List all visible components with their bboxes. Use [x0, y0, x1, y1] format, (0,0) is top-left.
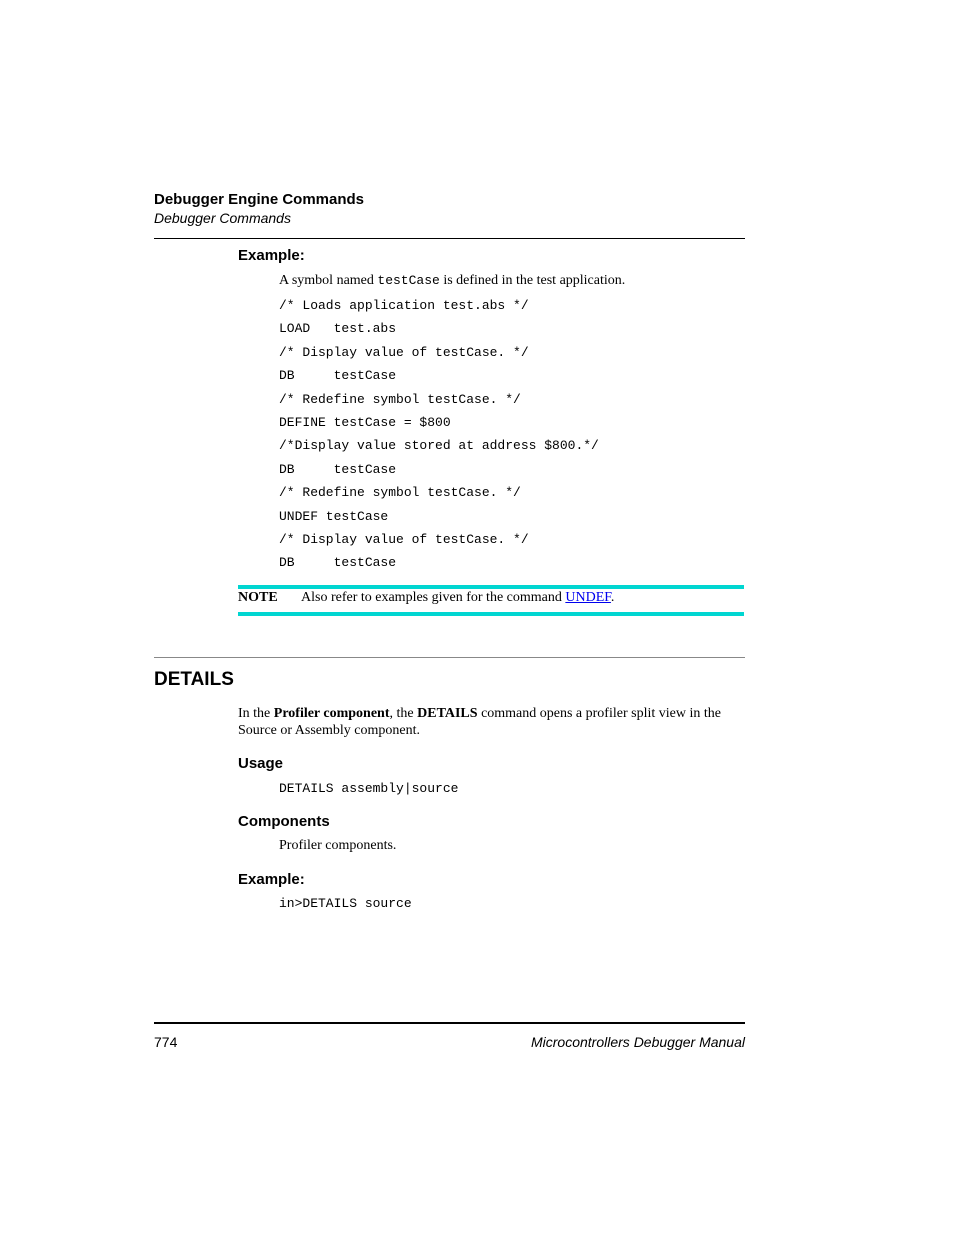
details-example-heading: Example: [238, 871, 305, 888]
details-desc-3: command opens a profiler split view in the Source or Assembly component. [238, 706, 721, 738]
example-intro-code: testCase [377, 273, 440, 288]
running-header-subtitle: Debugger Commands [154, 210, 291, 226]
code-line: DB testCase [279, 555, 397, 571]
code-line: /* Redefine symbol testCase. */ [279, 485, 521, 501]
example-heading: Example: [238, 247, 305, 264]
details-example-code: in>DETAILS source [279, 896, 412, 911]
code-line: /* Display value of testCase. */ [279, 344, 529, 360]
code-line: LOAD test.abs [279, 321, 397, 337]
code-line: DB testCase [279, 461, 397, 477]
header-rule [154, 238, 745, 239]
details-description [238, 705, 738, 739]
details-desc-2: , the [389, 706, 418, 721]
code-line: /* Display value of testCase. */ [279, 531, 529, 547]
code-line: DEFINE testCase = $800 [279, 414, 451, 430]
manual-title: Microcontrollers Debugger Manual [531, 1034, 745, 1050]
note-text-pre: Also refer to examples given for the command [301, 590, 566, 605]
note-label: NOTE [238, 590, 278, 605]
details-desc-bold-1: Profiler component [273, 706, 390, 721]
section-title: DETAILS [154, 669, 234, 690]
page-number: 774 [154, 1034, 178, 1050]
code-line: DB testCase [279, 368, 397, 384]
details-desc-bold-2: DETAILS [417, 706, 478, 721]
footer-rule [154, 1022, 745, 1024]
note-bottom-bar [238, 612, 744, 616]
note-text [301, 590, 614, 606]
note-text-post: . [610, 590, 615, 605]
note-top-bar [238, 585, 744, 589]
example-intro-pre: A symbol named [279, 273, 378, 288]
code-line: /*Display value stored at address $800.*/ [279, 438, 599, 454]
example-intro-post: is defined in the test application. [439, 273, 626, 288]
code-line: UNDEF testCase [279, 508, 389, 524]
details-desc-1: In the [238, 706, 274, 721]
usage-heading: Usage [238, 755, 284, 772]
components-text: Profiler components. [279, 838, 397, 853]
undef-link[interactable]: UNDEF [565, 590, 611, 605]
code-line: /* Loads application test.abs */ [279, 298, 529, 313]
running-header-title: Debugger Engine Commands [154, 191, 365, 208]
usage-code: DETAILS assembly|source [279, 781, 459, 796]
code-line: /* Redefine symbol testCase. */ [279, 391, 521, 407]
section-rule [154, 657, 745, 658]
components-heading: Components [238, 813, 330, 830]
example-code-block [279, 297, 599, 578]
example-intro [279, 273, 625, 289]
